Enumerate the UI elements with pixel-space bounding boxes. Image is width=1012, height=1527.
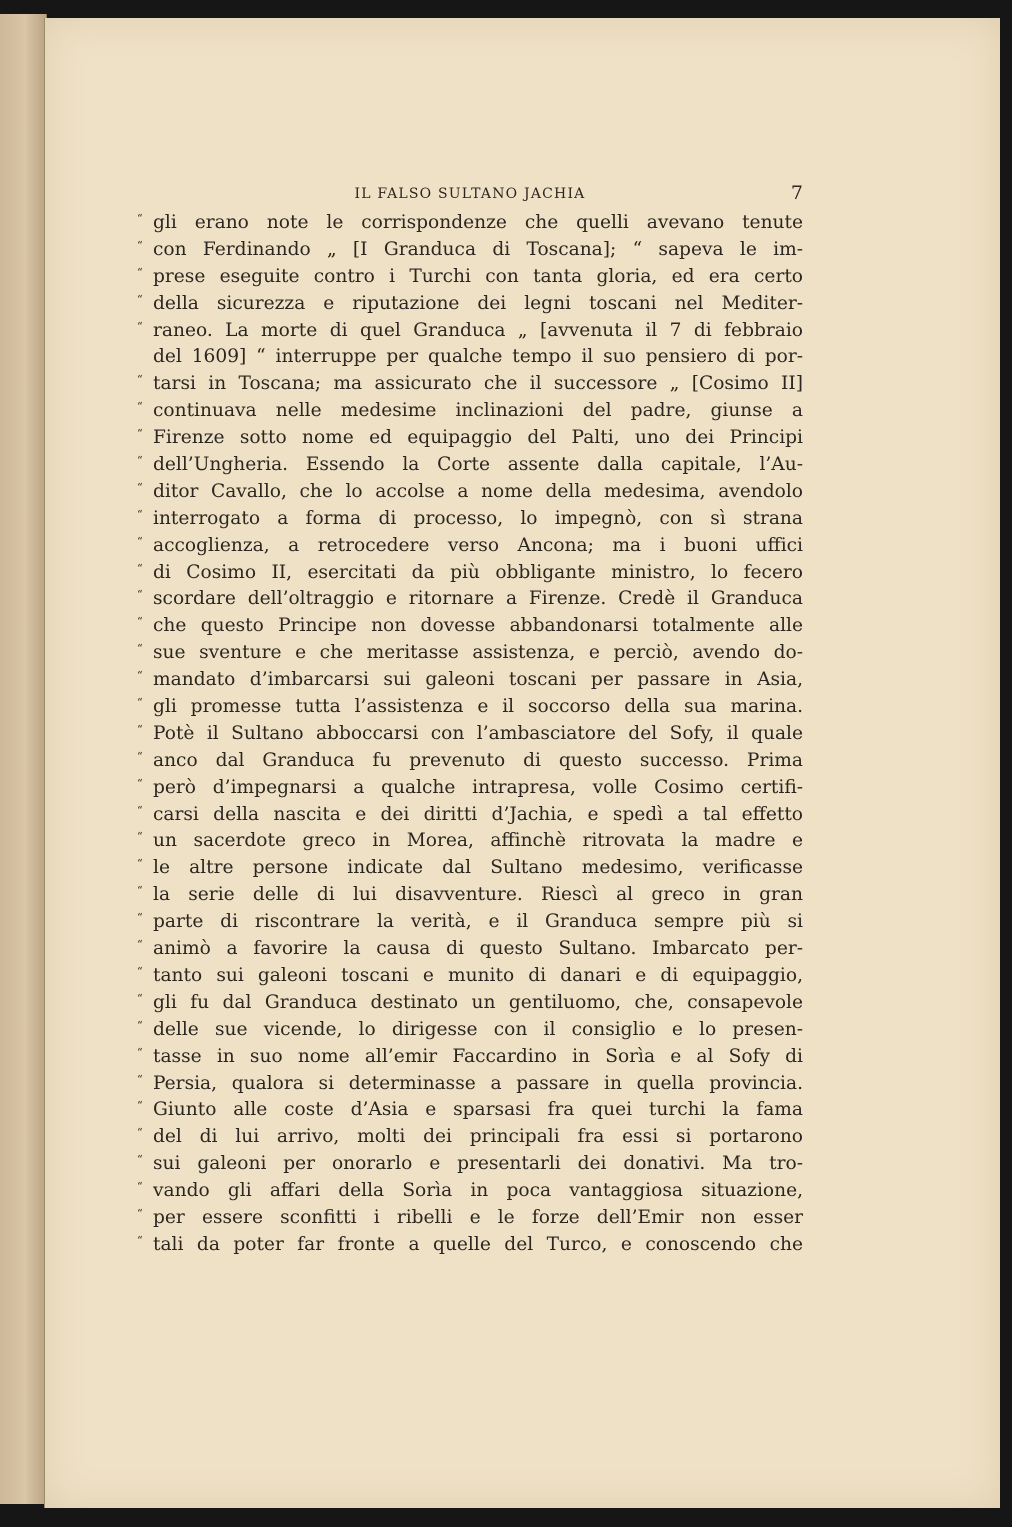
line-text: vando gli affari della Sorìa in poca vantaggiosa situazione, [153,1180,803,1202]
text-line [137,1071,803,1098]
line-text: mandato d’imbarcarsi sui galeoni toscani per passare in Asia, [153,669,803,691]
text-line [137,560,803,587]
line-text: prese eseguite contro i Turchi con tanta gloria, ed era certo [153,265,803,287]
line-text: del 1609] “ interruppe per qualche tempo il suo pensiero di por- [153,346,803,368]
text-line [137,1151,803,1178]
line-text: Firenze sotto nome ed equipaggio del Palti, uno dei Principi [153,427,803,449]
body-text [137,210,803,1259]
quote-mark: “ [137,1153,143,1167]
text-line [137,667,803,694]
line-text: Persia, qualora si determinasse a passare in quella provincia. [153,1072,803,1094]
quote-mark: “ [137,669,143,683]
line-text: la serie delle di lui disavventure. Riescì al greco in gran [153,884,803,906]
text-line [137,802,803,829]
line-text: scordare dell’oltraggio e ritornare a Firenze. Credè il Granduca [153,588,803,610]
quote-mark: “ [137,911,143,925]
line-text: gli promesse tutta l’assistenza e il soccorso della sua marina. [153,696,803,718]
quote-mark: “ [137,803,143,817]
quote-mark: “ [137,561,143,575]
quote-mark: “ [137,507,143,521]
left-page-edge [0,14,47,1504]
line-text: Giunto alle coste d’Asia e sparsasi fra quei turchi la fama [153,1099,803,1121]
line-text: della sicurezza e riputazione dei legni toscani nel Mediter- [153,292,803,314]
quote-mark: “ [137,1233,143,1247]
quote-mark: “ [137,588,143,602]
page [44,18,1000,1508]
quote-mark: “ [137,776,143,790]
line-text: tanto sui galeoni toscani e munito di danari e di equipaggio, [153,964,803,986]
page-content [137,168,803,1259]
text-line [137,506,803,533]
text-line [137,936,803,963]
quote-mark: “ [137,292,143,306]
text-line [137,479,803,506]
line-text: tarsi in Toscana; ma assicurato che il successore „ [Cosimo II] [153,373,803,395]
line-text: le altre persone indicate dal Sultano medesimo, verificasse [153,857,803,879]
quote-mark: “ [137,1180,143,1194]
line-text: delle sue vicende, lo dirigesse con il consiglio e lo presen- [153,1018,803,1040]
text-line [137,1097,803,1124]
running-head [137,168,803,204]
text-line [137,1017,803,1044]
quote-mark: “ [137,830,143,844]
quote-mark: “ [137,696,143,710]
line-text: raneo. La morte di quel Granduca „ [avvenuta il 7 di febbraio [153,319,803,341]
quote-mark: “ [137,1018,143,1032]
text-line [137,748,803,775]
line-text: dell’Ungheria. Essendo la Corte assente dalla capitale, l’Au- [153,454,803,476]
line-text: ditor Cavallo, che lo accolse a nome della medesima, avendolo [153,480,803,502]
text-line [137,371,803,398]
text-line [137,694,803,721]
text-line [137,264,803,291]
text-line [137,210,803,237]
text-line [137,1124,803,1151]
text-line [137,586,803,613]
text-line [137,909,803,936]
quote-mark: “ [137,964,143,978]
running-title: IL FALSO SULTANO JACHIA [354,186,586,202]
line-text: anco dal Granduca fu prevenuto di questo successo. Prima [153,749,803,771]
text-line [137,613,803,640]
text-line [137,1178,803,1205]
line-text: sue sventure e che meritasse assistenza, e perciò, avendo do- [153,642,803,664]
text-line [137,1044,803,1071]
line-text: interrogato a forma di processo, lo impegnò, con sì strana [153,507,803,529]
quote-mark: “ [137,427,143,441]
quote-mark: “ [137,642,143,656]
line-text: tali da poter far fronte a quelle del Turco, e conoscendo che [153,1233,803,1255]
quote-mark: “ [137,857,143,871]
quote-mark: “ [137,1206,143,1220]
quote-mark: “ [137,722,143,736]
quote-mark: “ [137,1126,143,1140]
quote-mark: “ [137,534,143,548]
quote-mark: “ [137,938,143,952]
text-line [137,344,803,371]
line-text: però d’impegnarsi a qualche intrapresa, volle Cosimo certifi- [153,776,803,798]
line-text: del di lui arrivo, molti dei principali fra essi si portarono [153,1126,803,1148]
text-line [137,237,803,264]
quote-mark: “ [137,238,143,252]
quote-mark: “ [137,265,143,279]
text-line [137,855,803,882]
page-number: 7 [790,182,803,204]
text-line [137,1205,803,1232]
quote-mark: “ [137,749,143,763]
line-text: di Cosimo II, esercitati da più obbligante ministro, lo fecero [153,561,803,583]
line-text: che questo Principe non dovesse abbandonarsi totalmente alle [153,615,803,637]
line-text: parte di riscontrare la verità, e il Granduca sempre più si [153,911,803,933]
line-text: continuava nelle medesime inclinazioni del padre, giunse a [153,400,803,422]
quote-mark: “ [137,212,143,225]
quote-mark: “ [137,991,143,1005]
quote-mark: “ [137,615,143,629]
text-line [137,990,803,1017]
line-text: per essere sconfitti i ribelli e le forze dell’Emir non esser [153,1206,803,1228]
line-text: gli erano note le corrispondenze che quelli avevano tenute [153,212,803,233]
line-text: un sacerdote greco in Morea, affinchè ritrovata la madre e [153,830,803,852]
quote-mark: “ [137,480,143,494]
text-line [137,828,803,855]
quote-mark: “ [137,884,143,898]
line-text: carsi della nascita e dei diritti d’Jachia, e spedì a tal effetto [153,803,803,825]
quote-mark: “ [137,1099,143,1113]
text-line [137,775,803,802]
text-line [137,533,803,560]
quote-mark: “ [137,319,143,333]
quote-mark: “ [137,454,143,468]
text-line [137,721,803,748]
line-text: accoglienza, a retrocedere verso Ancona; ma i buoni uffici [153,534,803,556]
line-text: Potè il Sultano abboccarsi con l’ambasciatore del Sofy, il quale [153,722,803,744]
quote-mark: “ [137,400,143,414]
text-line [137,398,803,425]
text-line [137,318,803,345]
text-line [137,963,803,990]
line-text: tasse in suo nome all’emir Faccardino in Sorìa e al Sofy di [153,1045,803,1067]
quote-mark: “ [137,1045,143,1059]
line-text: sui galeoni per onorarlo e presentarli dei donativi. Ma tro- [153,1153,803,1175]
text-line [137,882,803,909]
line-text: con Ferdinando „ [I Granduca di Toscana]; “ sapeva le im- [153,238,803,260]
text-line [137,291,803,318]
text-line [137,640,803,667]
line-text: gli fu dal Granduca destinato un gentiluomo, che, consapevole [153,991,803,1013]
quote-mark: “ [137,373,143,387]
text-line [137,425,803,452]
line-text: animò a favorire la causa di questo Sultano. Imbarcato per- [153,938,803,960]
text-line [137,452,803,479]
quote-mark: “ [137,1072,143,1086]
text-line [137,1232,803,1259]
